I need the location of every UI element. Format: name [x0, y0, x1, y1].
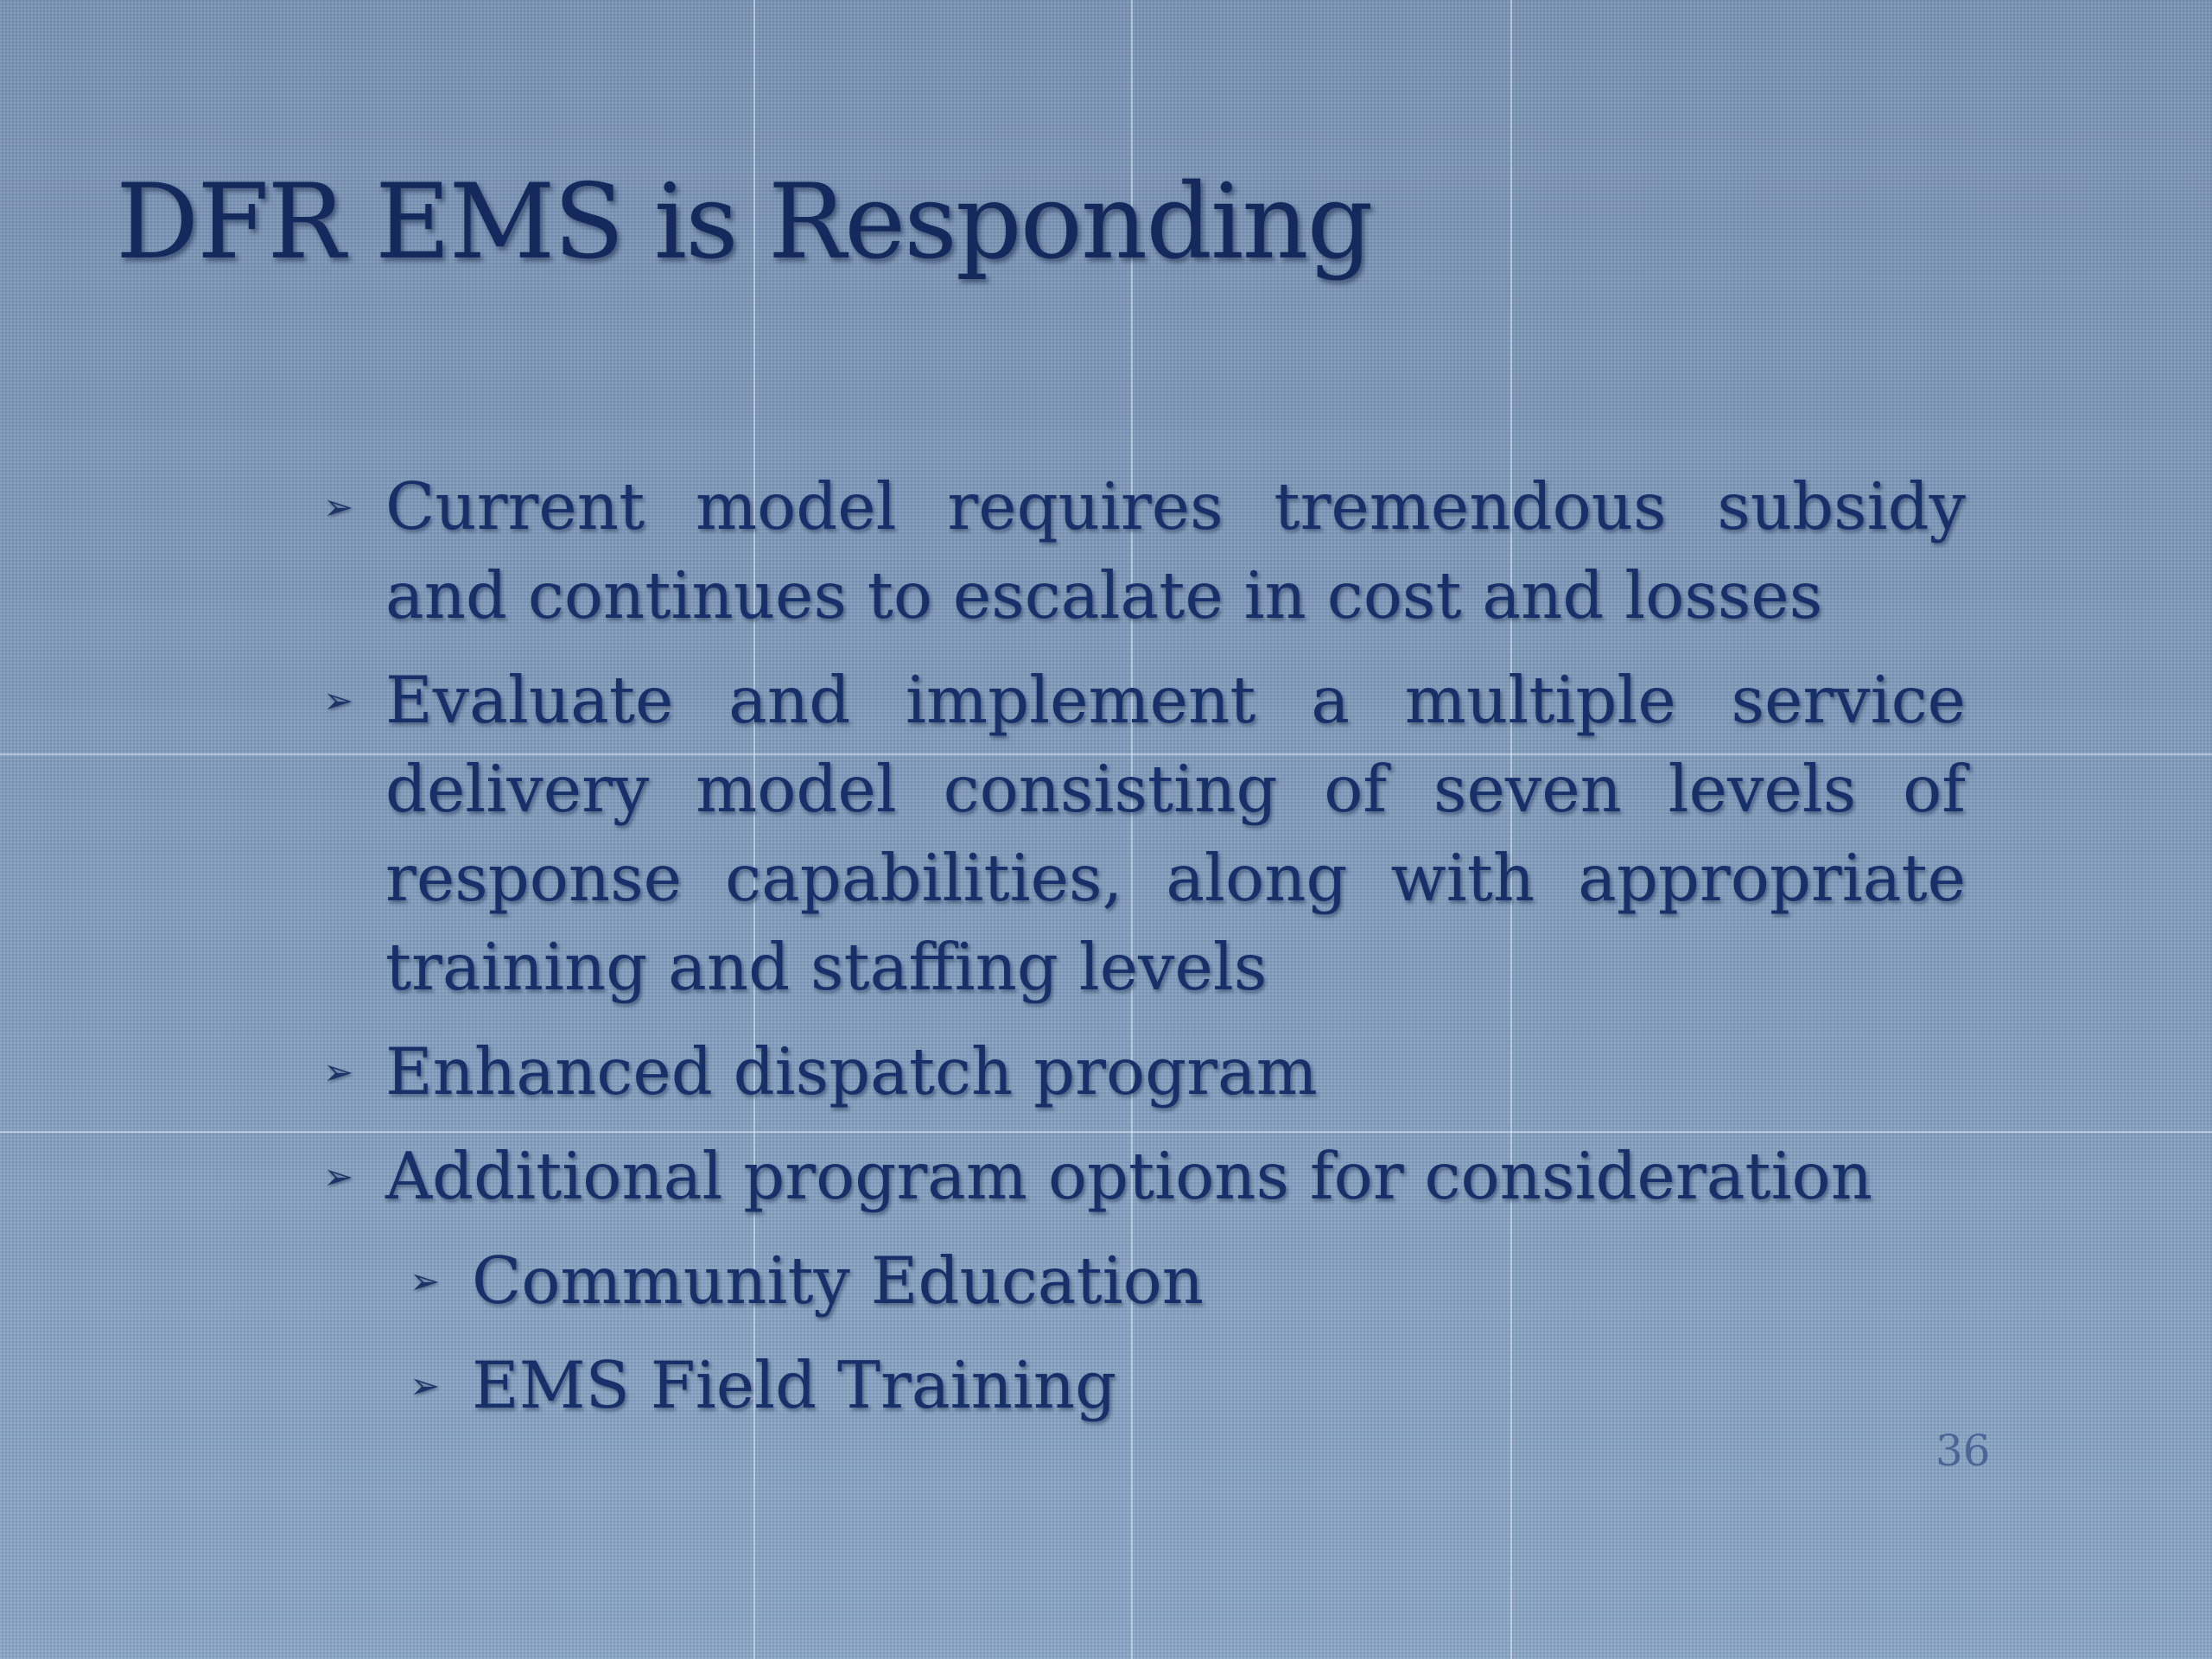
page-number: 36 [1936, 1426, 1991, 1476]
arrowhead-bullet-icon: ➢ [323, 486, 354, 528]
arrowhead-bullet-icon: ➢ [323, 1155, 354, 1198]
arrowhead-bullet-icon: ➢ [323, 679, 354, 721]
arrowhead-bullet-icon: ➢ [410, 1364, 441, 1407]
sub-bullet-item [406, 1341, 1966, 1430]
bullet-text: Current model requires tremendous subsidy and continues to escalate in cost and losses [385, 468, 1966, 633]
bullet-text: Enhanced dispatch program [385, 1033, 1318, 1109]
bullet-item [320, 656, 1966, 1012]
bullet-item [320, 1132, 1966, 1221]
bullet-text: Additional program options for consideration [385, 1138, 1873, 1214]
bullet-item [320, 462, 1966, 640]
bullet-list [320, 462, 1966, 1446]
bullet-item [320, 1027, 1966, 1116]
sub-bullet-item [406, 1236, 1966, 1325]
slide-title: DFR EMS is Responding [116, 162, 1372, 283]
bullet-text: Evaluate and implement a multiple service delivery model consisting of seven levels of response capabilities, along with appropriate training and staffing levels [385, 662, 1966, 1005]
sub-bullet-text: Community Education [472, 1243, 1205, 1319]
arrowhead-bullet-icon: ➢ [323, 1051, 354, 1093]
arrowhead-bullet-icon: ➢ [410, 1260, 441, 1302]
sub-bullet-text: EMS Field Training [472, 1347, 1117, 1423]
